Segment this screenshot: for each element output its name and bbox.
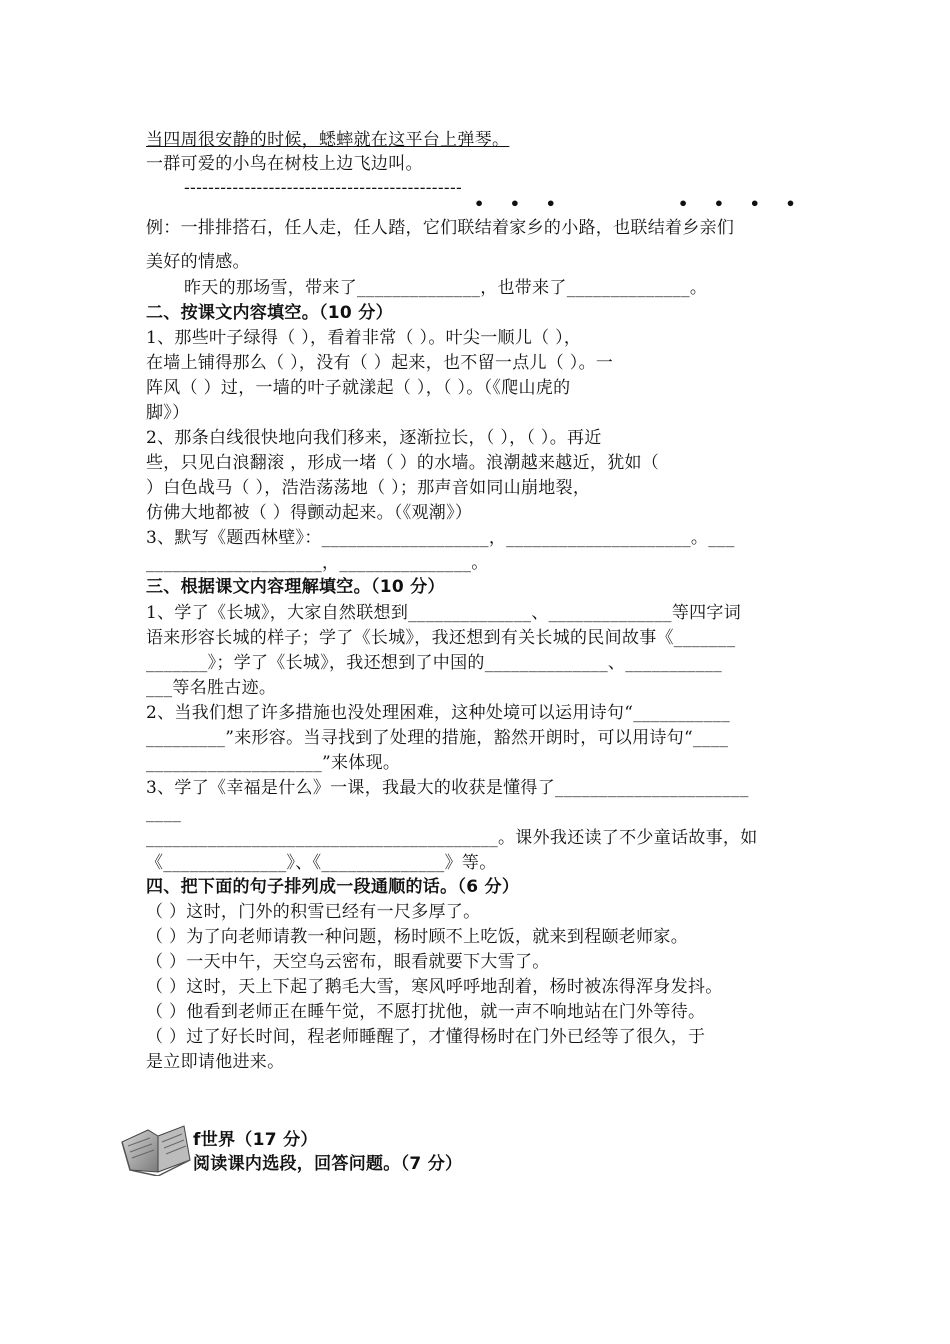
s3-q2-line: _________”来形容。当寻找到了处理的措施，豁然开朗时，可以用诗句“____ bbox=[146, 728, 729, 748]
section2-heading: 二、按课文内容填空。（10 分） bbox=[146, 303, 393, 323]
s2-q3-line: ____________________，_______________。 bbox=[146, 553, 489, 573]
s4-item: 是立即请他进来。 bbox=[146, 1052, 285, 1072]
s3-q1-line: 1、学了《长城》，大家自然联想到______________、______________等四字词 bbox=[146, 603, 742, 623]
s2-q3-line: 3、默写《题西林壁》：___________________，_____________________。___ bbox=[146, 528, 735, 548]
s3-q1-line: _______》；学了《长城》，我还想到了中国的______________、___________ bbox=[146, 653, 722, 673]
practice-line: 昨天的那场雪，带来了______________，也带来了______________。 bbox=[184, 278, 708, 298]
sentence-line-1: 当四周很安静的时候，蟋蟀就在这平台上弹琴。 bbox=[146, 130, 510, 150]
example-line-2: 美好的情感。 bbox=[146, 252, 250, 272]
emphasis-dots-2: • • • • bbox=[678, 194, 806, 213]
s2-q2-line: 仿佛大地都被（ ）得颤动起来。（《观潮》） bbox=[146, 503, 473, 523]
s2-q1-line: 阵风（ ）过，一墙的叶子就漾起（ ），（ ）。（《爬山虎的 bbox=[146, 378, 571, 398]
s4-item: （ ）一天中午，天空乌云密布，眼看就要下大雪了。 bbox=[146, 952, 550, 972]
s3-q3-line: 3、学了《幸福是什么》一课，我最大的收获是懂得了______________________ bbox=[146, 778, 749, 798]
emphasis-dots-1: • • • bbox=[474, 194, 566, 213]
answer-blank-line: ---------------------------------------------- bbox=[184, 178, 463, 198]
s2-q1-line: 脚》） bbox=[146, 403, 190, 423]
s4-item: （ ）这时，天上下起了鹅毛大雪，寒风呼呼地刮着，杨时被冻得浑身发抖。 bbox=[146, 977, 723, 997]
s3-q3-line: ________________________________________。课外我还读了不少童话故事，如 bbox=[146, 828, 758, 848]
section3-heading: 三、根据课文内容理解填空。（10 分） bbox=[146, 577, 445, 597]
s3-q3-line: 《______________》、《______________》等。 bbox=[146, 853, 497, 873]
section5-subheading: 阅读课内选段，回答问题。（7 分） bbox=[193, 1154, 463, 1174]
section4-heading: 四、把下面的句子排列成一段通顺的话。（6 分） bbox=[146, 877, 520, 897]
s4-item: （ ）过了好长时间，程老师睡醒了，才懂得杨时在门外已经等了很久，于 bbox=[146, 1027, 706, 1047]
s4-item: （ ）为了向老师请教一种问题，杨时顾不上吃饭，就来到程颐老师家。 bbox=[146, 927, 689, 947]
s3-q2-line: 2、当我们想了许多措施也没处理困难，这种处境可以运用诗句“___________ bbox=[146, 703, 731, 723]
s2-q2-line: ）白色战马（ ），浩浩荡荡地（ ）；那声音如同山崩地裂， bbox=[146, 478, 591, 498]
sentence-line-2: 一群可爱的小鸟在树枝上边飞边叫。 bbox=[146, 154, 423, 174]
s2-q1-line: 在墙上铺得那么（ ），没有（ ）起来，也不留一点儿（ ）。一 bbox=[146, 353, 614, 373]
s2-q1-line: 1、那些叶子绿得（ ），看着非常（ ）。叶尖一顺儿（ ）， bbox=[146, 328, 582, 348]
s2-q2-line: 些，只见白浪翻滚 ，形成一堵（ ）的水墙。浪潮越来越近，犹如（ bbox=[146, 453, 660, 473]
s3-q3-line: ____ bbox=[146, 803, 182, 823]
example-line-1: 例：一排排搭石，任人走，任人踏，它们联结着家乡的小路，也联结着乡亲们 bbox=[146, 218, 735, 238]
s3-q1-line: ___等名胜古迹。 bbox=[146, 678, 277, 698]
s3-q2-line: ____________________”来体现。 bbox=[146, 753, 401, 773]
s4-item: （ ）他看到老师正在睡午觉，不愿打扰他，就一声不响地站在门外等待。 bbox=[146, 1002, 706, 1022]
s4-item: （ ）这时，门外的积雪已经有一尺多厚了。 bbox=[146, 902, 481, 922]
s3-q1-line: 语来形容长城的样子；学了《长城》，我还想到有关长城的民间故事《_______ bbox=[146, 628, 736, 648]
s2-q2-line: 2、那条白线很快地向我们移来，逐渐拉长，（ ），（ ）。再近 bbox=[146, 428, 602, 448]
section5-heading: f世界（17 分） bbox=[193, 1130, 318, 1150]
open-book-icon bbox=[118, 1120, 194, 1176]
